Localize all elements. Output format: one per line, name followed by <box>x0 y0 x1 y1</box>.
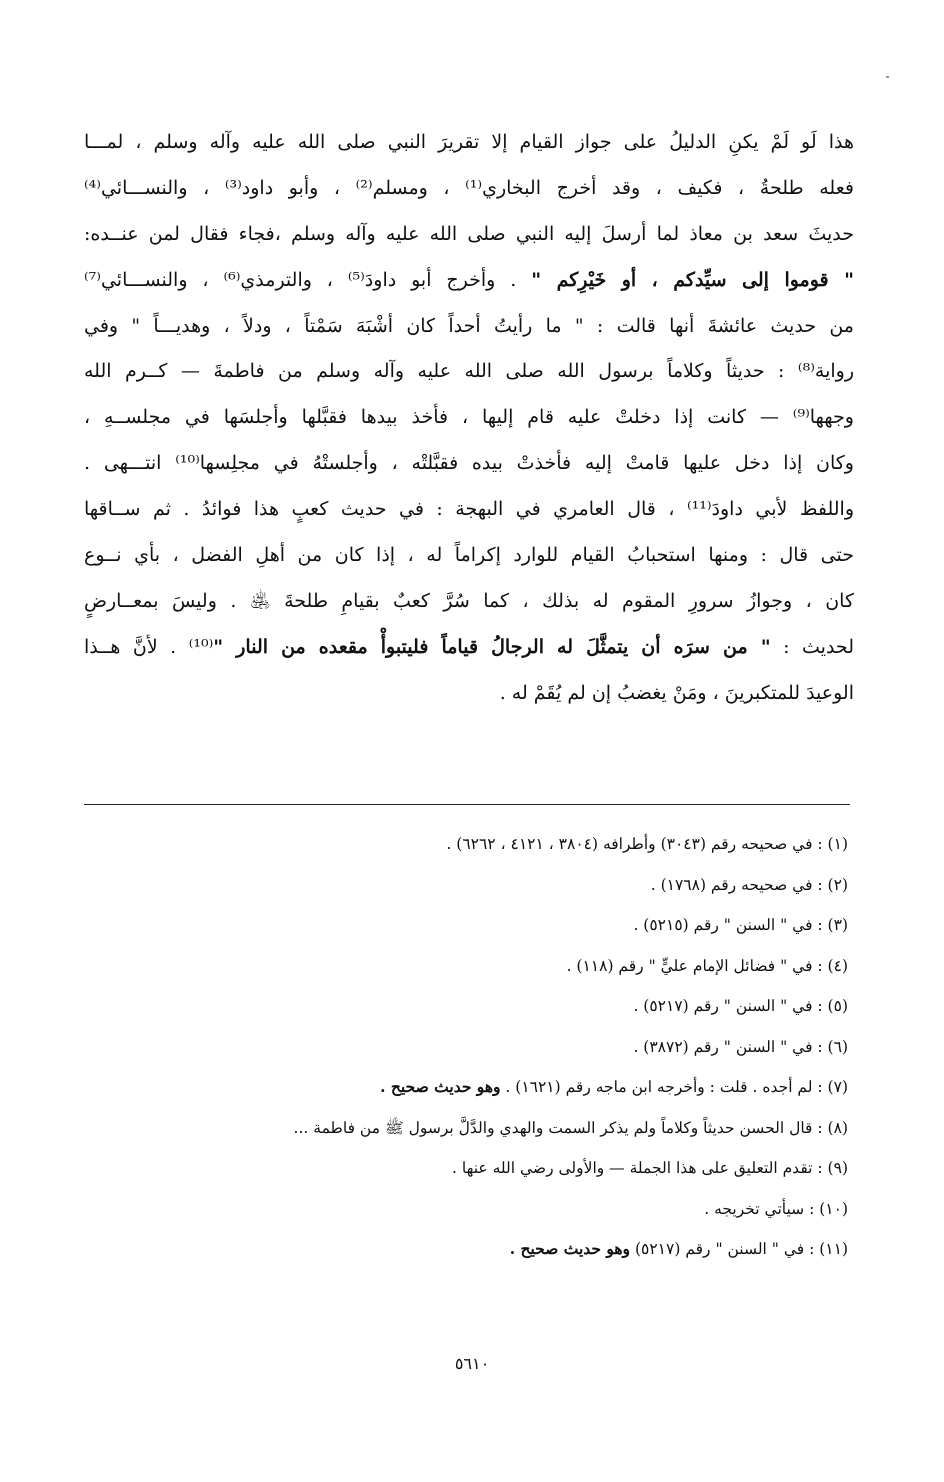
text-segment: حديثَ سعد بن معاذ لما أرسلَ إليه النبي صلى الله عليه وآله وسلم ،فجاء فقال لمن عنــده: <box>84 222 854 245</box>
body-line <box>84 258 854 304</box>
footnote-line <box>84 986 848 1027</box>
text-segment: (١٠) : سيأتي تخريجه . <box>704 1199 848 1218</box>
footnote-line <box>84 905 848 946</box>
footnote-line <box>84 1067 848 1108</box>
text-segment: الوعيدَ للمتكبرينَ ، ومَنْ يغضبُ إن لم يُقَمْ له . <box>499 681 854 704</box>
body-line <box>84 120 854 166</box>
body-line <box>84 212 854 258</box>
body-line <box>84 395 854 441</box>
text-segment: (٢) : في صحيحه رقم (١٧٦٨) . <box>650 875 848 894</box>
footnote-line <box>84 865 848 906</box>
footnote-line <box>84 1027 848 1068</box>
text-segment: رواية⁽⁸⁾ : حديثاً وكلاماً برسول الله صلى الله عليه وآله وسلم من فاطمةَ — كــرم الله <box>84 360 854 383</box>
body-line <box>84 579 854 625</box>
body-line <box>84 625 854 671</box>
body-line <box>84 533 854 579</box>
bold-text-segment: " قوموا إلى سيِّدكم ، أو خَيْرِكم " <box>531 268 854 291</box>
footnote-line <box>84 946 848 987</box>
text-segment: (٩) : تقدم التعليق على هذا الجملة — والأولى رضي الله عنها . <box>452 1159 848 1177</box>
bold-text-segment: وهو حديث صحيح . <box>509 1239 631 1258</box>
body-line <box>84 671 854 717</box>
text-segment: واللفظ لأبي داودَ⁽¹¹⁾ ، قال العامري في البهجة : في حديث كعبٍ هذا فوائدُ . ثم ســاقها <box>84 498 854 521</box>
main-text-block <box>84 120 854 717</box>
text-segment: وجهها⁽⁹⁾ — كانت إذا دخلتْ عليه قام إليها ، فأخذ بيدها فقبَّلها وأجلسَها في مجلســهِ ، <box>84 406 854 429</box>
text-segment: (٦) : في " السنن " رقم (٣٨٧٢) . <box>633 1037 848 1056</box>
text-segment: (٣) : في " السنن " رقم (٥٢١٥) . <box>633 916 848 934</box>
text-segment: (٧) : لم أجده . قلت : وأخرجه ابن ماجه رقم (١٦٢١) . <box>500 1078 848 1096</box>
footnote-line <box>84 1148 848 1189</box>
footnote-line <box>84 1189 848 1230</box>
body-line <box>84 487 854 533</box>
footnote-separator <box>84 804 850 805</box>
text-segment: (٨) : قال الحسن حديثاً وكلاماً ولم يذكر السمت والهدي والدَّلَّ برسول ﷺ من فاطمة ... <box>293 1118 848 1137</box>
scan-speck <box>886 76 889 78</box>
text-segment: (٤) : في " فضائل الإمام عليٍّ " رقم (١١٨) . <box>566 956 848 975</box>
bold-text-segment: " من سرَه أن يتمثَّلَ له الرجالُ قياماً فليتبوأْ مقعده من النار " <box>213 635 771 658</box>
text-segment: كان ، وجوازُ سرورِ المقوم له بذلك ، كما سُرَّ كعبٌ بقيامِ طلحةَ ﵁ . وليسَ بمعــارضٍ <box>84 589 854 612</box>
bold-text-segment: وهو حديث صحيح . <box>380 1077 501 1096</box>
body-line <box>84 349 854 395</box>
page-number: ٥٦١٠ <box>454 1354 490 1373</box>
text-segment: وكان إذا دخل عليها قامتْ إليه فأخذتْ بيده فقبَّلتْه ، وأجلستْهُ في مجلِسها⁽¹⁰⁾ انتـــهى . <box>84 452 854 475</box>
text-segment: من حديث عائشةَ أنها قالت : " ما رأيتُ أحداً كان أشْبَهَ سَمْتاً ، ودلاً ، وهديـــاً " وفي <box>84 314 854 337</box>
text-segment: هذا لَو لَمْ يكنِ الدليلُ على جواز القيام إلا تقريرَ النبي صلى الله عليه وآله وسلم ، لمـــا <box>84 131 854 153</box>
body-line <box>84 304 854 350</box>
footnote-line <box>84 1108 848 1149</box>
footnote-line <box>84 1229 848 1270</box>
text-segment: . وأخرج أبو داودَ⁽⁵⁾ ، والترمذي⁽⁶⁾ ، والنســـائي⁽⁷⁾ <box>84 268 532 291</box>
text-segment: لحديث : <box>770 635 854 658</box>
body-line <box>84 441 854 487</box>
text-segment: (٥) : في " السنن " رقم (٥٢١٧) . <box>633 997 848 1015</box>
footnotes-block <box>84 824 848 1270</box>
text-segment: ⁽¹⁰⁾ . لأنَّ هــذا <box>84 635 214 658</box>
footnote-line <box>84 824 848 865</box>
body-line <box>84 166 854 212</box>
text-segment: حتى قال : ومنها استحبابُ القيام للوارد إكراماً له ، إذا كان من أهلِ الفضل ، بأي نــوع <box>84 544 854 567</box>
text-segment: (١١) : في " السنن " رقم (٥٢١٧) <box>630 1240 848 1258</box>
text-segment: (١) : في صحيحه رقم (٣٠٤٣) وأطرافه (٣٨٠٤ ، ٤١٢١ ، ٦٢٦٢) . <box>446 835 848 853</box>
text-segment: فعله طلحةُ ، فكيف ، وقد أخرج البخاري⁽¹⁾ ، ومسلم⁽²⁾ ، وأبو داود⁽³⁾ ، والنســـائي⁽⁴⁾ <box>84 176 854 199</box>
